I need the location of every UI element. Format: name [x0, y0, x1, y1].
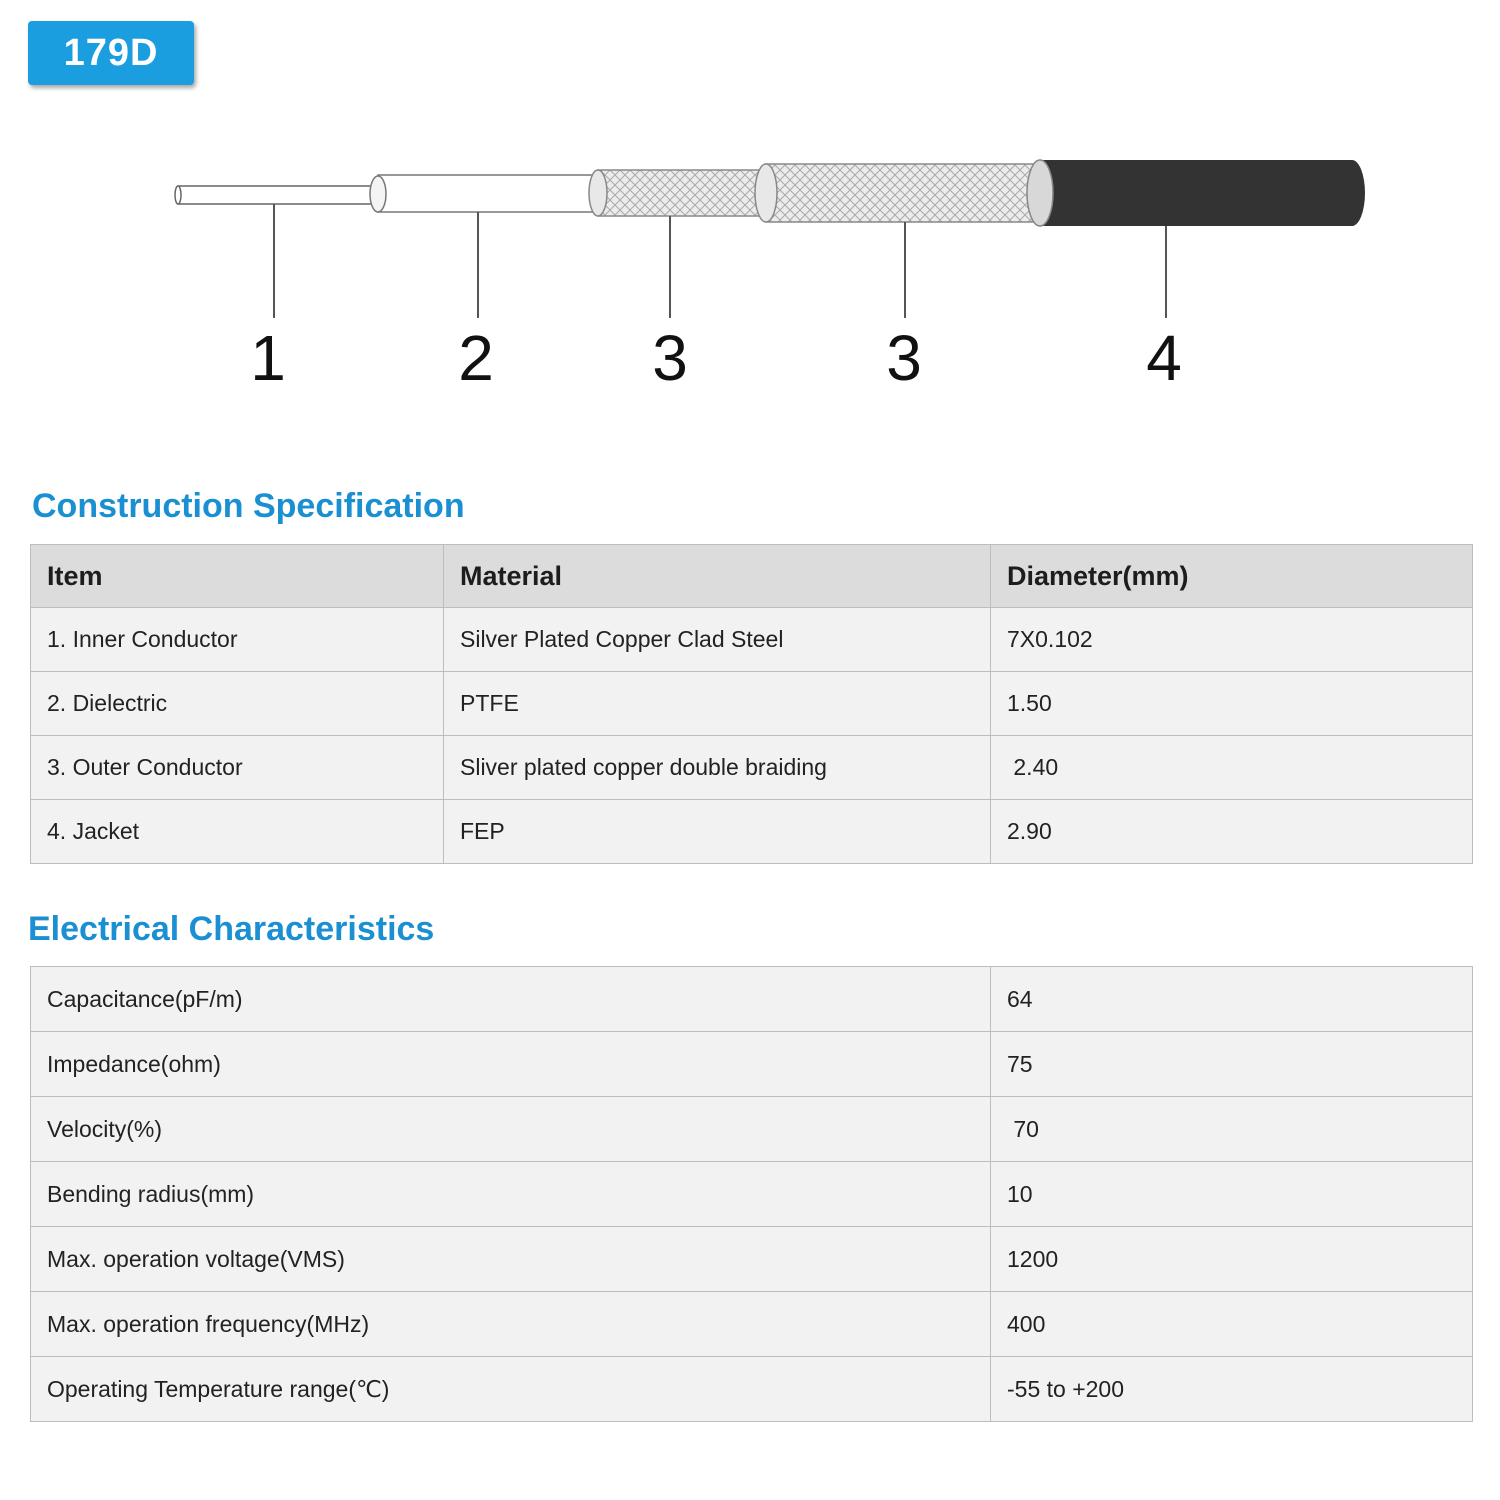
diameter-cell: 2.40: [991, 736, 1473, 800]
table-row: [31, 1292, 1473, 1357]
parameter-cell: Capacitance(pF/m): [31, 967, 991, 1032]
column-header-material: Material: [444, 545, 991, 608]
material-cell: PTFE: [444, 672, 991, 736]
parameter-cell: Velocity(%): [31, 1097, 991, 1162]
parameter-cell: Max. operation voltage(VMS): [31, 1227, 991, 1292]
diameter-cell: 7X0.102: [991, 608, 1473, 672]
value-cell: -55 to +200: [991, 1357, 1473, 1422]
callout-number: 1: [250, 322, 286, 394]
callout-number: 3: [652, 322, 688, 394]
inner-conductor-segment: [175, 186, 378, 204]
cable-diagram: [0, 140, 1500, 410]
value-cell: 64: [991, 967, 1473, 1032]
parameter-cell: Bending radius(mm): [31, 1162, 991, 1227]
table-row: [31, 1032, 1473, 1097]
callout-number: 4: [1146, 322, 1182, 394]
table-row: [31, 967, 1473, 1032]
table-row: [31, 1097, 1473, 1162]
parameter-cell: Impedance(ohm): [31, 1032, 991, 1097]
electrical-table: [30, 966, 1473, 1422]
electrical-section-title: Electrical Characteristics: [28, 910, 435, 948]
table-row: [31, 1227, 1473, 1292]
item-cell: 4. Jacket: [31, 800, 444, 864]
parameter-cell: Max. operation frequency(MHz): [31, 1292, 991, 1357]
item-cell: 1. Inner Conductor: [31, 608, 444, 672]
value-cell: 400: [991, 1292, 1473, 1357]
callout-number: 3: [886, 322, 922, 394]
table-row: [31, 1357, 1473, 1422]
material-cell: Silver Plated Copper Clad Steel: [444, 608, 991, 672]
value-cell: 1200: [991, 1227, 1473, 1292]
construction-table: [30, 544, 1473, 864]
product-code-badge: 179D: [28, 21, 194, 85]
material-cell: FEP: [444, 800, 991, 864]
diameter-cell: 1.50: [991, 672, 1473, 736]
outer-conductor-braid-inner: [589, 170, 768, 216]
value-cell: 10: [991, 1162, 1473, 1227]
value-cell: 75: [991, 1032, 1473, 1097]
table-row: [31, 672, 1473, 736]
column-header-diameter: Diameter(mm): [991, 545, 1473, 608]
material-cell: Sliver plated copper double braiding: [444, 736, 991, 800]
construction-section-title: Construction Specification: [32, 487, 465, 525]
dielectric-segment: [370, 175, 598, 212]
item-cell: 3. Outer Conductor: [31, 736, 444, 800]
column-header-item: Item: [31, 545, 444, 608]
table-row: [31, 736, 1473, 800]
table-row: [31, 800, 1473, 864]
diameter-cell: 2.90: [991, 800, 1473, 864]
jacket-segment: [1027, 160, 1365, 226]
table-header-row: [31, 545, 1473, 608]
outer-conductor-braid-outer: [755, 164, 1041, 222]
table-row: [31, 1162, 1473, 1227]
value-cell: 70: [991, 1097, 1473, 1162]
item-cell: 2. Dielectric: [31, 672, 444, 736]
callout-number: 2: [458, 322, 494, 394]
parameter-cell: Operating Temperature range(℃): [31, 1357, 991, 1422]
table-row: [31, 608, 1473, 672]
